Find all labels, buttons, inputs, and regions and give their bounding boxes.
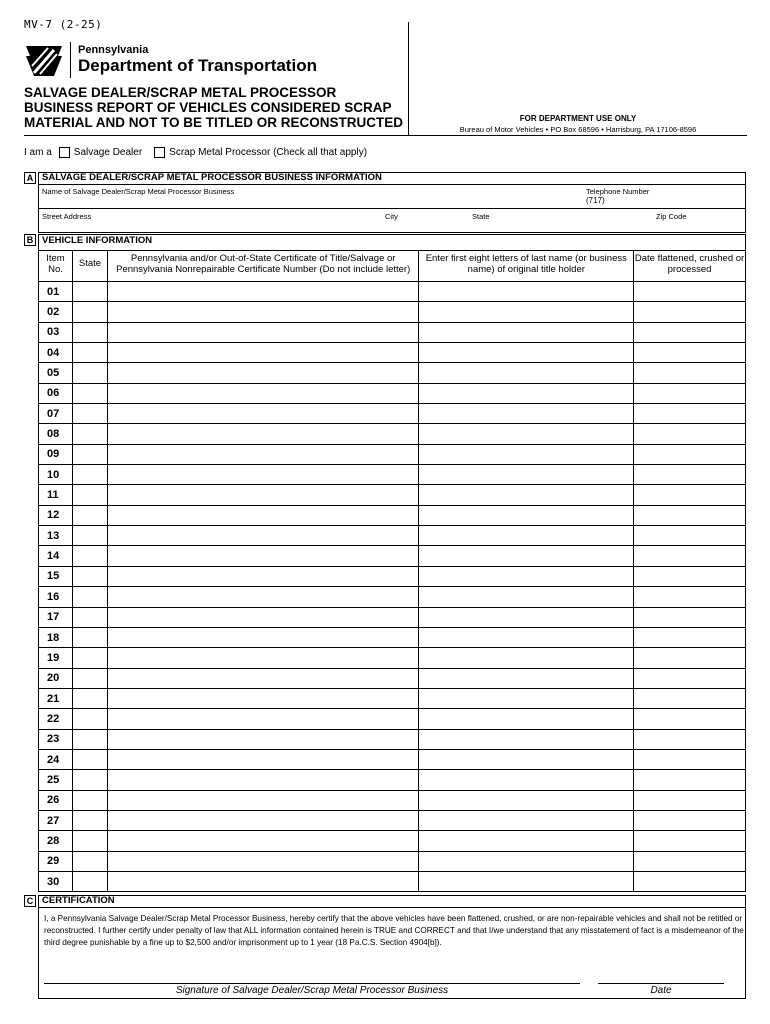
state-cell[interactable]: [72, 790, 107, 810]
section-c-letter: C: [24, 895, 36, 907]
last-name-cell[interactable]: [419, 302, 634, 322]
certificate-number-cell[interactable]: [107, 383, 419, 403]
state-cell[interactable]: [72, 729, 107, 749]
last-name-cell[interactable]: [419, 322, 634, 342]
table-row: [39, 607, 746, 627]
item-number: 25: [39, 770, 73, 790]
last-name-cell[interactable]: [419, 383, 634, 403]
state-cell[interactable]: [72, 668, 107, 688]
item-number: 18: [39, 627, 73, 647]
state-cell[interactable]: [72, 749, 107, 769]
certificate-number-cell[interactable]: [107, 770, 419, 790]
item-number: 01: [39, 282, 73, 302]
table-row: [39, 709, 746, 729]
table-row: [39, 363, 746, 383]
item-number: 06: [39, 383, 73, 403]
penndot-keystone-logo-icon: [24, 40, 64, 78]
date-processed-cell[interactable]: [634, 871, 746, 891]
table-row: [39, 627, 746, 647]
certificate-number-cell[interactable]: [107, 871, 419, 891]
state-cell[interactable]: [72, 302, 107, 322]
state-cell[interactable]: [72, 383, 107, 403]
date-processed-cell[interactable]: [634, 485, 746, 505]
table-row: [39, 810, 746, 830]
section-a-row-rule: [38, 208, 746, 209]
date-processed-cell[interactable]: [634, 749, 746, 769]
state-cell[interactable]: [72, 343, 107, 363]
state-cell[interactable]: [72, 322, 107, 342]
date-processed-cell[interactable]: [634, 322, 746, 342]
table-row: [39, 668, 746, 688]
certificate-number-cell[interactable]: [107, 587, 419, 607]
date-processed-cell[interactable]: [634, 831, 746, 851]
col-certificate-number: Pennsylvania and/or Out-of-State Certificate of Title/Salvage or Pennsylvania Nonrepairable Certificate Number (Do not include letter): [107, 251, 419, 282]
agency-department: Department of Transportation: [78, 56, 317, 75]
state-cell[interactable]: [72, 851, 107, 871]
state-cell[interactable]: [72, 505, 107, 525]
table-row: [39, 790, 746, 810]
table-row: [39, 343, 746, 363]
item-number: 27: [39, 810, 73, 830]
title-line-3: MATERIAL AND NOT TO BE TITLED OR RECONSTRUCTED: [24, 115, 403, 130]
table-row: [39, 322, 746, 342]
col-date-processed: Date flattened, crushed or processed: [634, 251, 746, 282]
date-processed-cell[interactable]: [634, 505, 746, 525]
state-cell[interactable]: [72, 688, 107, 708]
state-cell[interactable]: [72, 587, 107, 607]
city-label: City: [385, 212, 398, 221]
item-number: 24: [39, 749, 73, 769]
last-name-cell[interactable]: [419, 526, 634, 546]
table-row: [39, 485, 746, 505]
date-label: Date: [650, 985, 672, 996]
table-row: [39, 851, 746, 871]
certificate-number-cell[interactable]: [107, 424, 419, 444]
date-processed-cell[interactable]: [634, 709, 746, 729]
item-number: 05: [39, 363, 73, 383]
last-name-cell[interactable]: [419, 790, 634, 810]
header-rule: [24, 135, 747, 136]
certification-text: I, a Pennsylvania Salvage Dealer/Scrap Metal Processor Business, hereby certify that the above vehicles have been flattened, crushed, or are non-repairable vehicles and shall not be retitled or reconstructed. I further certify under penalty of law that ALL information contained herein is TRUE and CORRECT and that I/we understand that any misstatement of fact is a misdemeanor of the third degree punishable by a fine up to $2,500 and/or imprisonment up to 1 year (18 Pa.C.S. Section 4904[b]).: [44, 914, 744, 947]
last-name-cell[interactable]: [419, 810, 634, 830]
date-processed-cell[interactable]: [634, 465, 746, 485]
scrap-processor-label: Scrap Metal Processor (Check all that apply): [169, 147, 368, 158]
item-number: 19: [39, 648, 73, 668]
state-cell[interactable]: [72, 485, 107, 505]
last-name-cell[interactable]: [419, 831, 634, 851]
item-number: 29: [39, 851, 73, 871]
certificate-number-cell[interactable]: [107, 465, 419, 485]
date-processed-cell[interactable]: [634, 282, 746, 302]
vehicle-table-header: [39, 251, 746, 282]
date-line: [598, 983, 724, 984]
date-processed-cell[interactable]: [634, 587, 746, 607]
item-number: 22: [39, 709, 73, 729]
state-cell[interactable]: [72, 526, 107, 546]
table-row: [39, 770, 746, 790]
date-processed-cell[interactable]: [634, 627, 746, 647]
date-processed-cell[interactable]: [634, 648, 746, 668]
certificate-number-cell[interactable]: [107, 749, 419, 769]
certificate-number-cell[interactable]: [107, 363, 419, 383]
state-cell[interactable]: [72, 444, 107, 464]
item-number: 04: [39, 343, 73, 363]
logo-divider: [70, 42, 71, 78]
last-name-cell[interactable]: [419, 282, 634, 302]
date-processed-cell[interactable]: [634, 444, 746, 464]
last-name-cell[interactable]: [419, 363, 634, 383]
certificate-number-cell[interactable]: [107, 790, 419, 810]
col-last-name: Enter first eight letters of last name (or business name) of original title holder: [419, 251, 634, 282]
certificate-number-cell[interactable]: [107, 343, 419, 363]
form-title: [24, 85, 408, 130]
form-number: MV-7 (2-25): [24, 18, 103, 31]
last-name-cell[interactable]: [419, 566, 634, 586]
table-row: [39, 749, 746, 769]
title-line-2: BUSINESS REPORT OF VEHICLES CONSIDERED SCRAP: [24, 100, 392, 115]
last-name-cell[interactable]: [419, 343, 634, 363]
department-use-label: FOR DEPARTMENT USE ONLY: [519, 114, 637, 123]
last-name-cell[interactable]: [419, 444, 634, 464]
section-c-rule: [38, 907, 746, 908]
certificate-number-cell[interactable]: [107, 648, 419, 668]
state-cell[interactable]: [72, 282, 107, 302]
section-b-title: VEHICLE INFORMATION: [42, 235, 153, 246]
state-cell[interactable]: [72, 831, 107, 851]
signature-field[interactable]: [44, 967, 580, 983]
state-label: State: [472, 212, 490, 221]
date-processed-cell[interactable]: [634, 688, 746, 708]
last-name-cell[interactable]: [419, 871, 634, 891]
item-number: 10: [39, 465, 73, 485]
date-processed-cell[interactable]: [634, 770, 746, 790]
date-processed-cell[interactable]: [634, 526, 746, 546]
last-name-cell[interactable]: [419, 627, 634, 647]
state-cell[interactable]: [72, 871, 107, 891]
business-name-label: Name of Salvage Dealer/Scrap Metal Processor Business: [42, 187, 235, 196]
last-name-cell[interactable]: [419, 648, 634, 668]
table-row: [39, 282, 746, 302]
item-number: 03: [39, 322, 73, 342]
certificate-number-cell[interactable]: [107, 404, 419, 424]
last-name-cell[interactable]: [419, 607, 634, 627]
state-cell[interactable]: [72, 404, 107, 424]
date-processed-cell[interactable]: [634, 810, 746, 830]
state-cell[interactable]: [72, 424, 107, 444]
date-processed-cell[interactable]: [634, 607, 746, 627]
table-row: [39, 505, 746, 525]
last-name-cell[interactable]: [419, 749, 634, 769]
agency-state: Pennsylvania: [78, 44, 149, 56]
i-am-a-label: I am a: [24, 147, 52, 158]
table-row: [39, 444, 746, 464]
date-processed-cell[interactable]: [634, 668, 746, 688]
certificate-number-cell[interactable]: [107, 526, 419, 546]
last-name-cell[interactable]: [419, 546, 634, 566]
certificate-number-cell[interactable]: [107, 546, 419, 566]
date-processed-cell[interactable]: [634, 790, 746, 810]
certificate-number-cell[interactable]: [107, 810, 419, 830]
certificate-number-cell[interactable]: [107, 566, 419, 586]
item-number: 26: [39, 790, 73, 810]
last-name-cell[interactable]: [419, 505, 634, 525]
salvage-dealer-label: Salvage Dealer: [73, 147, 143, 158]
signature-line: [44, 983, 580, 984]
signature-label: Signature of Salvage Dealer/Scrap Metal Processor Business: [175, 985, 449, 996]
certificate-number-cell[interactable]: [107, 302, 419, 322]
state-cell[interactable]: [72, 648, 107, 668]
certificate-number-cell[interactable]: [107, 322, 419, 342]
state-cell[interactable]: [72, 465, 107, 485]
table-row: [39, 302, 746, 322]
table-row: [39, 688, 746, 708]
section-a-letter: A: [24, 172, 36, 184]
certificate-number-cell[interactable]: [107, 282, 419, 302]
col-item-no: Item No.: [39, 251, 73, 282]
item-number: 23: [39, 729, 73, 749]
item-number: 11: [39, 485, 73, 505]
certificate-number-cell[interactable]: [107, 668, 419, 688]
table-row: [39, 424, 746, 444]
date-processed-cell[interactable]: [634, 546, 746, 566]
item-number: 28: [39, 831, 73, 851]
telephone-label: Telephone Number: [586, 187, 650, 196]
item-number: 20: [39, 668, 73, 688]
item-number: 16: [39, 587, 73, 607]
street-address-label: Street Address: [42, 212, 92, 221]
item-number: 13: [39, 526, 73, 546]
last-name-cell[interactable]: [419, 465, 634, 485]
date-processed-cell[interactable]: [634, 383, 746, 403]
state-cell[interactable]: [72, 546, 107, 566]
date-field[interactable]: [598, 967, 724, 983]
section-b-letter: B: [24, 234, 36, 246]
last-name-cell[interactable]: [419, 404, 634, 424]
table-row: [39, 831, 746, 851]
table-row: [39, 648, 746, 668]
table-row: [39, 546, 746, 566]
certificate-number-cell[interactable]: [107, 444, 419, 464]
certificate-number-cell[interactable]: [107, 607, 419, 627]
certificate-number-cell[interactable]: [107, 709, 419, 729]
state-cell[interactable]: [72, 363, 107, 383]
last-name-cell[interactable]: [419, 770, 634, 790]
last-name-cell[interactable]: [419, 851, 634, 871]
table-row: [39, 729, 746, 749]
last-name-cell[interactable]: [419, 668, 634, 688]
table-row: [39, 566, 746, 586]
scrap-processor-checkbox[interactable]: [154, 147, 165, 158]
title-line-1: SALVAGE DEALER/SCRAP METAL PROCESSOR: [24, 85, 337, 100]
table-row: [39, 587, 746, 607]
state-cell[interactable]: [72, 607, 107, 627]
date-processed-cell[interactable]: [634, 302, 746, 322]
table-row: [39, 404, 746, 424]
item-number: 14: [39, 546, 73, 566]
date-processed-cell[interactable]: [634, 424, 746, 444]
section-a-rule: [38, 184, 746, 185]
table-row: [39, 465, 746, 485]
business-name-field[interactable]: [42, 192, 582, 206]
table-row: [39, 526, 746, 546]
date-processed-cell[interactable]: [634, 566, 746, 586]
bureau-address: Bureau of Motor Vehicles • PO Box 68596 • Harrisburg, PA 17106-8596: [459, 125, 697, 134]
telephone-prefix[interactable]: (717): [586, 196, 605, 205]
certificate-number-cell[interactable]: [107, 688, 419, 708]
table-row: [39, 871, 746, 891]
section-a-title: SALVAGE DEALER/SCRAP METAL PROCESSOR BUSINESS INFORMATION: [42, 172, 382, 183]
item-number: 12: [39, 505, 73, 525]
salvage-dealer-checkbox[interactable]: [59, 147, 70, 158]
zip-code-label: Zip Code: [656, 212, 687, 221]
last-name-cell[interactable]: [419, 688, 634, 708]
state-cell[interactable]: [72, 566, 107, 586]
item-number: 07: [39, 404, 73, 424]
date-processed-cell[interactable]: [634, 404, 746, 424]
last-name-cell[interactable]: [419, 729, 634, 749]
col-state: State: [72, 251, 107, 282]
certificate-number-cell[interactable]: [107, 831, 419, 851]
i-am-a-row: [24, 147, 367, 158]
date-processed-cell[interactable]: [634, 729, 746, 749]
table-row: [39, 383, 746, 403]
state-cell[interactable]: [72, 770, 107, 790]
certificate-number-cell[interactable]: [107, 505, 419, 525]
date-processed-cell[interactable]: [634, 851, 746, 871]
item-number: 17: [39, 607, 73, 627]
item-number: 02: [39, 302, 73, 322]
item-number: 08: [39, 424, 73, 444]
item-number: 09: [39, 444, 73, 464]
item-number: 30: [39, 871, 73, 891]
certificate-number-cell[interactable]: [107, 729, 419, 749]
last-name-cell[interactable]: [419, 485, 634, 505]
last-name-cell[interactable]: [419, 424, 634, 444]
certificate-number-cell[interactable]: [107, 627, 419, 647]
state-cell[interactable]: [72, 627, 107, 647]
date-processed-cell[interactable]: [634, 343, 746, 363]
state-cell[interactable]: [72, 709, 107, 729]
certificate-number-cell[interactable]: [107, 485, 419, 505]
certificate-number-cell[interactable]: [107, 851, 419, 871]
last-name-cell[interactable]: [419, 587, 634, 607]
last-name-cell[interactable]: [419, 709, 634, 729]
section-c-title: CERTIFICATION: [42, 895, 115, 906]
vehicle-table: [38, 250, 746, 892]
state-cell[interactable]: [72, 810, 107, 830]
item-number: 21: [39, 688, 73, 708]
date-processed-cell[interactable]: [634, 363, 746, 383]
item-number: 15: [39, 566, 73, 586]
